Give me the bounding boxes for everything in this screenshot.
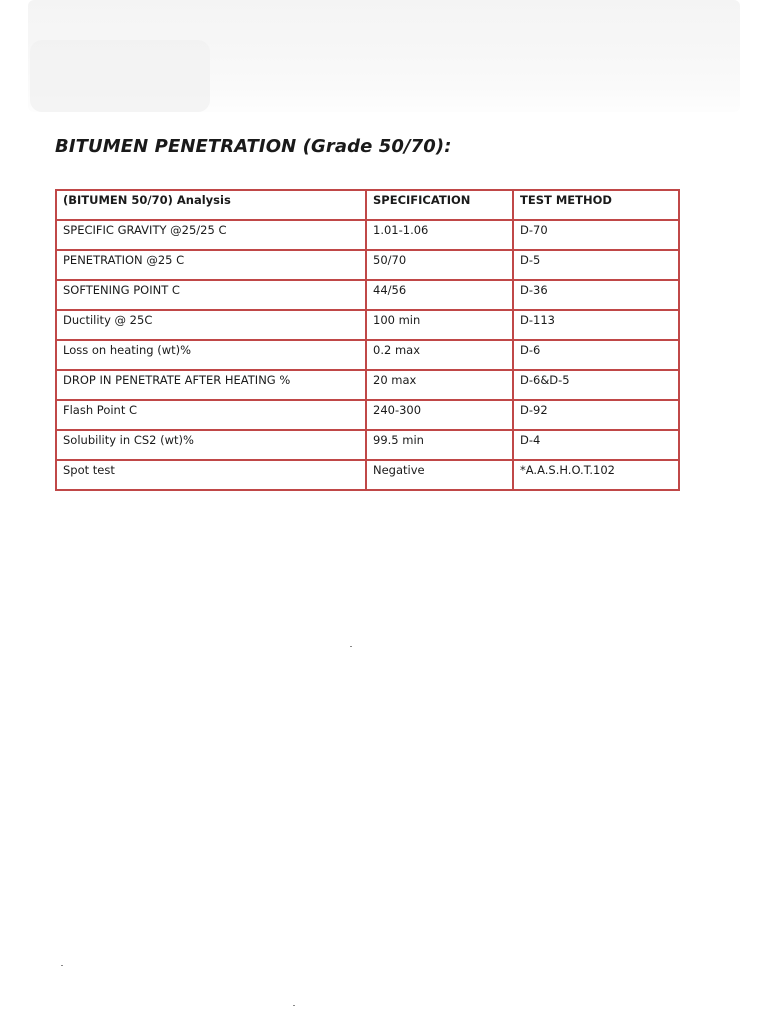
cell-analysis: Spot test bbox=[56, 460, 366, 490]
cell-analysis: SOFTENING POINT C bbox=[56, 280, 366, 310]
cell-specification: 20 max bbox=[366, 370, 513, 400]
cell-specification: 100 min bbox=[366, 310, 513, 340]
cell-test-method: D-5 bbox=[513, 250, 679, 280]
cell-test-method: D-6 bbox=[513, 340, 679, 370]
scan-smudge-left bbox=[30, 40, 210, 112]
cell-specification: 50/70 bbox=[366, 250, 513, 280]
cell-analysis: Flash Point C bbox=[56, 400, 366, 430]
cell-analysis: SPECIFIC GRAVITY @25/25 C bbox=[56, 220, 366, 250]
table-row bbox=[56, 220, 679, 250]
table-row bbox=[56, 280, 679, 310]
cell-test-method: D-113 bbox=[513, 310, 679, 340]
cell-test-method: D-36 bbox=[513, 280, 679, 310]
cell-analysis: Loss on heating (wt)% bbox=[56, 340, 366, 370]
cell-specification: 99.5 min bbox=[366, 430, 513, 460]
table-row bbox=[56, 400, 679, 430]
cell-specification: 1.01-1.06 bbox=[366, 220, 513, 250]
cell-test-method: D-92 bbox=[513, 400, 679, 430]
cell-analysis: DROP IN PENETRATE AFTER HEATING % bbox=[56, 370, 366, 400]
table-row bbox=[56, 310, 679, 340]
cell-test-method: D-4 bbox=[513, 430, 679, 460]
scan-speck bbox=[293, 1005, 295, 1006]
table-row bbox=[56, 250, 679, 280]
cell-specification: 240-300 bbox=[366, 400, 513, 430]
cell-test-method: *A.A.S.H.O.T.102 bbox=[513, 460, 679, 490]
header-test-method: TEST METHOD bbox=[513, 190, 679, 220]
table-row bbox=[56, 370, 679, 400]
scan-speck bbox=[61, 965, 63, 966]
cell-test-method: D-6&D-5 bbox=[513, 370, 679, 400]
table-row bbox=[56, 460, 679, 490]
cell-specification: Negative bbox=[366, 460, 513, 490]
table-header-row bbox=[56, 190, 679, 220]
cell-test-method: D-70 bbox=[513, 220, 679, 250]
spec-table bbox=[55, 189, 680, 491]
table-row bbox=[56, 430, 679, 460]
cell-analysis: Ductility @ 25C bbox=[56, 310, 366, 340]
page-title: BITUMEN PENETRATION (Grade 50/70): bbox=[55, 136, 452, 157]
cell-analysis: PENETRATION @25 C bbox=[56, 250, 366, 280]
cell-specification: 0.2 max bbox=[366, 340, 513, 370]
cell-specification: 44/56 bbox=[366, 280, 513, 310]
scan-speck bbox=[350, 646, 352, 647]
cell-analysis: Solubility in CS2 (wt)% bbox=[56, 430, 366, 460]
header-analysis: (BITUMEN 50/70) Analysis bbox=[56, 190, 366, 220]
header-specification: SPECIFICATION bbox=[366, 190, 513, 220]
table-row bbox=[56, 340, 679, 370]
